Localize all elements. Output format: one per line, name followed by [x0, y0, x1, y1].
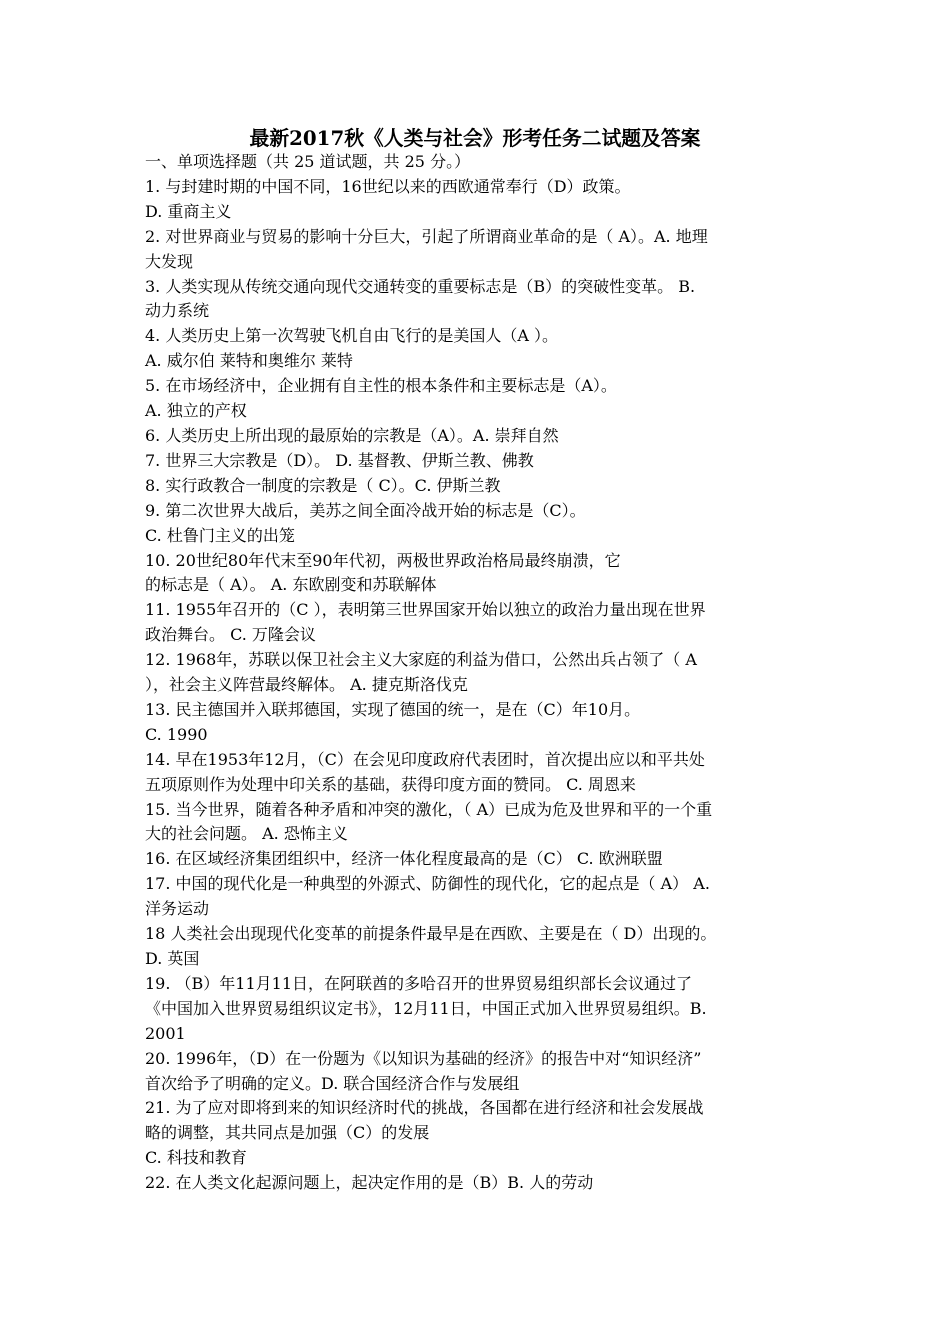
document-body — [145, 150, 820, 1196]
text-line: 首次给予了明确的定义。D. 联合国经济合作与发展组 — [145, 1073, 520, 1093]
text-line: C. 杜鲁门主义的出笼 — [145, 525, 295, 545]
text-line: 政治舞台。 C. 万隆会议 — [145, 625, 316, 645]
text-line: 一、单项选择题（共 25 道试题，共 25 分。） — [145, 152, 471, 171]
text-line: D. 英国 — [145, 949, 200, 968]
text-line: 7. 世界三大宗教是（D）。 D. 基督教、伊斯兰教、佛教 — [145, 450, 534, 470]
text-line: 1. 与封建时期的中国不同，16世纪以来的西欧通常奉行（D）政策。 — [145, 176, 631, 196]
text-line: 20. 1996年，（D）在一份题为《以知识为基础的经济》的报告中对“知识经济” — [145, 1048, 702, 1068]
text-line: 15. 当今世界，随着各种矛盾和冲突的激化，（ A）已成为危及世界和平的一个重 — [145, 799, 713, 819]
text-line: 2001 — [145, 1023, 186, 1043]
text-line: 12. 1968年，苏联以保卫社会主义大家庭的利益为借口，公然出兵占领了（ A — [145, 650, 697, 670]
text-line: ），社会主义阵营最终解体。 A. 捷克斯洛伐克 — [145, 675, 468, 695]
text-line: 18 人类社会出现现代化变革的前提条件最早是在西欧、主要是在（ D）出现的。 — [145, 924, 717, 944]
text-line: 11. 1955年召开的（C ），表明第三世界国家开始以独立的政治力量出现在世界 — [145, 600, 706, 620]
text-line: 五项原则作为处理中印关系的基础，获得印度方面的赞同。 C. 周恩来 — [145, 774, 636, 794]
document-title: 最新2017秋《人类与社会》形考任务二试题及答案 — [249, 126, 701, 150]
text-line: 略的调整，其共同点是加强（C）的发展 — [145, 1123, 430, 1143]
text-line: 10. 20世纪80年代末至90年代初，两极世界政治格局最终崩溃，它 — [145, 550, 621, 570]
text-line: 动力系统 — [145, 301, 210, 321]
text-line: 大的社会问题。 A. 恐怖主义 — [145, 824, 348, 844]
text-line: 5. 在市场经济中，企业拥有自主性的根本条件和主要标志是（A）。 — [145, 376, 617, 396]
text-line: A. 威尔伯 莱特和奥维尔 莱特 — [145, 351, 353, 371]
text-line: 8. 实行政教合一制度的宗教是（ C）。C. 伊斯兰教 — [145, 475, 501, 495]
text-line: 《中国加入世界贸易组织议定书》，12月11日，中国正式加入世界贸易组织。B. — [145, 998, 707, 1018]
text-line: 2. 对世界商业与贸易的影响十分巨大，引起了所谓商业革命的是（ A）。A. 地理 — [145, 226, 708, 246]
text-line: 13. 民主德国并入联邦德国，实现了德国的统一，是在（C）年10月。 — [145, 699, 641, 719]
text-line: 的标志是（ A）。 A. 东欧剧变和苏联解体 — [145, 575, 437, 595]
text-line: 大发现 — [145, 251, 194, 271]
text-line: A. 独立的产权 — [145, 401, 247, 421]
text-line: 22. 在人类文化起源问题上，起决定作用的是（B）B. 人的劳动 — [145, 1173, 594, 1193]
text-line: 4. 人类历史上第一次驾驶飞机自由飞行的是美国人（A ）。 — [145, 326, 558, 346]
text-line: 19. （B）年11月11日，在阿联酋的多哈召开的世界贸易组织部长会议通过了 — [145, 973, 693, 993]
text-line: 6. 人类历史上所出现的最原始的宗教是（A）。A. 崇拜自然 — [145, 425, 559, 445]
text-line: 3. 人类实现从传统交通向现代交通转变的重要标志是（B）的突破性变革。 B. — [145, 276, 696, 296]
text-line: 9. 第二次世界大战后，美苏之间全面冷战开始的标志是（C）。 — [145, 500, 586, 520]
text-line: 17. 中国的现代化是一种典型的外源式、防御性的现代化，它的起点是（ A） A. — [145, 874, 710, 894]
text-line: D. 重商主义 — [145, 201, 232, 221]
text-line: 21. 为了应对即将到来的知识经济时代的挑战，各国都在进行经济和社会发展战 — [145, 1098, 704, 1118]
text-line: 洋务运动 — [145, 899, 210, 919]
text-line: C. 1990 — [145, 724, 208, 744]
text-line: 16. 在区域经济集团组织中，经济一体化程度最高的是（C） C. 欧洲联盟 — [145, 849, 663, 869]
text-line: C. 科技和教育 — [145, 1148, 247, 1168]
text-line: 14. 早在1953年12月，（C）在会见印度政府代表团时，首次提出应以和平共处 — [145, 749, 705, 769]
